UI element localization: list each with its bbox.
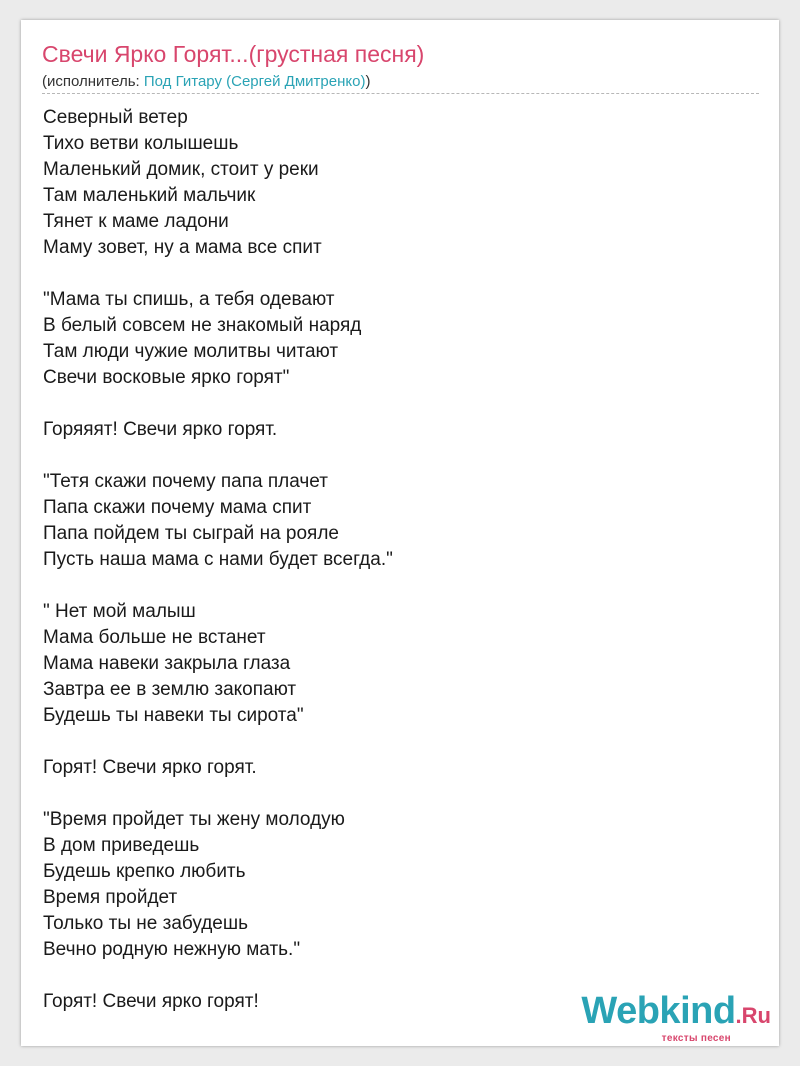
lyrics-line: "Время пройдет ты жену молодую xyxy=(43,809,345,830)
lyrics-line: Время пройдет xyxy=(43,887,178,908)
lyrics-line: "Тетя скажи почему папа плачет xyxy=(43,471,328,492)
lyrics-line: Мама навеки закрыла глаза xyxy=(43,653,291,674)
lyrics-stanza xyxy=(43,989,393,1015)
lyrics-stanza xyxy=(43,599,393,729)
lyrics-line: В белый совсем не знакомый наряд xyxy=(43,315,362,336)
brand-tagline: тексты песен xyxy=(661,1033,731,1044)
lyrics-stanza xyxy=(43,287,393,391)
lyrics-page xyxy=(21,20,779,1046)
title-divider xyxy=(42,93,759,94)
lyrics-line: Мама больше не встанет xyxy=(43,627,266,648)
lyrics-stanza xyxy=(43,755,393,781)
lyrics-line: Папа скажи почему мама спит xyxy=(43,497,312,518)
lyrics-line: Папа пойдем ты сыграй на рояле xyxy=(43,523,339,544)
lyrics-line: "Мама ты спишь, а тебя одевают xyxy=(43,289,335,310)
lyrics-line: Будешь крепко любить xyxy=(43,861,246,882)
lyrics-text xyxy=(43,105,393,1041)
lyrics-line: Только ты не забудешь xyxy=(43,913,249,934)
lyrics-line: Пусть наша мама с нами будет всегда." xyxy=(43,549,393,570)
lyrics-line: Там люди чужие молитвы читают xyxy=(43,341,339,362)
lyrics-stanza xyxy=(43,105,393,261)
artist-line xyxy=(42,73,370,90)
lyrics-line: Горят! Свечи ярко горят! xyxy=(43,991,259,1012)
artist-suffix: ) xyxy=(365,73,371,90)
lyrics-line: " Нет мой малыш xyxy=(43,601,196,622)
lyrics-stanza xyxy=(43,417,393,443)
lyrics-line: Горяяят! Свечи ярко горят. xyxy=(43,419,278,440)
lyrics-stanza xyxy=(43,807,393,963)
lyrics-line: Будешь ты навеки ты сирота" xyxy=(43,705,304,726)
artist-prefix: (исполнитель: xyxy=(42,73,144,90)
site-logo[interactable] xyxy=(581,991,771,1044)
lyrics-stanza xyxy=(43,469,393,573)
lyrics-line: В дом приведешь xyxy=(43,835,200,856)
lyrics-line: Маму зовет, ну а мама все спит xyxy=(43,237,322,258)
lyrics-line: Вечно родную нежную мать." xyxy=(43,939,301,960)
brand-name: Webkind xyxy=(581,990,736,1032)
brand-wordmark xyxy=(581,991,771,1039)
song-title: Свечи Ярко Горят...(грустная песня) xyxy=(42,41,425,67)
brand-tld: .Ru xyxy=(735,1003,771,1028)
lyrics-line: Тянет к маме ладони xyxy=(43,211,229,232)
lyrics-line: Тихо ветви колышешь xyxy=(43,133,239,154)
artist-link[interactable]: Под Гитару (Сергей Дмитренко) xyxy=(143,73,366,90)
lyrics-line: Горят! Свечи ярко горят. xyxy=(43,757,257,778)
lyrics-line: Северный ветер xyxy=(43,107,188,128)
lyrics-line: Завтра ее в землю закопают xyxy=(43,679,297,700)
lyrics-line: Там маленький мальчик xyxy=(43,185,256,206)
lyrics-line: Свечи восковые ярко горят" xyxy=(43,367,290,388)
lyrics-line: Маленький домик, стоит у реки xyxy=(43,159,319,180)
